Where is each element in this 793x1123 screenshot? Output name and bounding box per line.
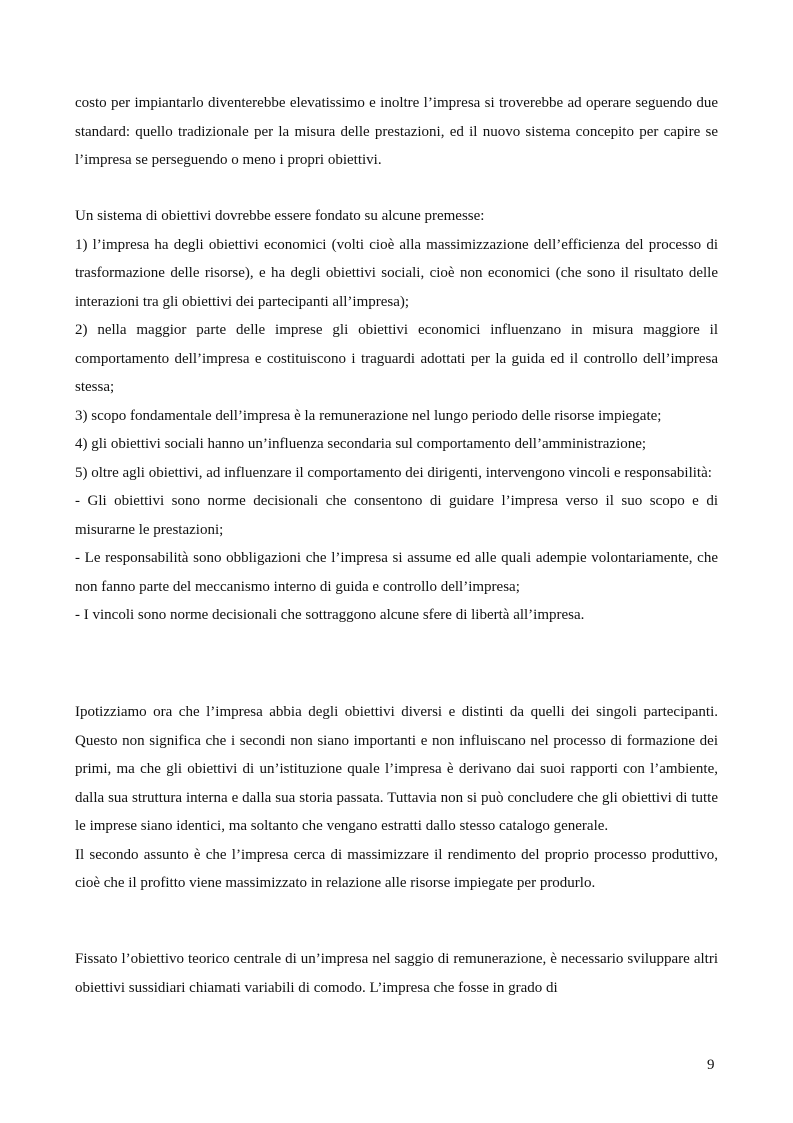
paragraph-1 [75, 89, 718, 175]
paragraph-2 [75, 202, 718, 630]
bullet-objectives: - Gli obiettivi sono norme decisionali che consentono di guidare l’impresa verso il suo scopo e di misurarne le prestazioni; [75, 493, 718, 538]
premise-2: 2) nella maggior parte delle imprese gli obiettivi economici influenzano in misura maggiore il comportamento dell’impresa e costituiscono i traguardi adottati per la guida ed il controllo dell’impresa stessa; [75, 322, 718, 395]
page-number: 9 [707, 1057, 715, 1073]
paragraph-3 [75, 698, 718, 898]
premise-1: 1) l’impresa ha degli obiettivi economici (volti cioè alla massimizzazione dell’efficienza del processo di trasformazione delle risorse), e ha degli obiettivi sociali, cioè non economici (che sono il risultato delle interazioni tra gli obiettivi dei partecipanti all’impresa); [75, 236, 718, 310]
premise-5: 5) oltre agli obiettivi, ad influenzare il comportamento dei dirigenti, intervengono vincoli e responsabilità: [75, 464, 712, 481]
premise-3: 3) scopo fondamentale dell’impresa è la remunerazione nel lungo periodo delle risorse impiegate; [75, 407, 662, 424]
paragraph-line: Fissato l’obiettivo teorico centrale di un’impresa nel saggio di remunerazione, è necessario sviluppare altri obiettivi sussidiari chiamati variabili di comodo. L’impresa che fosse in grado di [75, 951, 718, 996]
bullet-constraints: - I vincoli sono norme decisionali che sottraggono alcune sfere di libertà all’impresa. [75, 607, 585, 623]
paragraph-line: Un sistema di obiettivi dovrebbe essere fondato su alcune premesse: [75, 208, 485, 224]
bullet-responsibilities: - Le responsabilità sono obbligazioni che l’impresa si assume ed alle quali adempie volontariamente, che non fanno parte del meccanismo interno di guida e controllo dell’impresa; [75, 550, 718, 595]
paragraph-line: Ipotizziamo ora che l’impresa abbia degli obiettivi diversi e distinti da quelli dei singoli partecipanti. Questo non significa che i secondi non siano importanti e non influiscano nel processo di formazione dei primi, ma che gli obiettivi di un’istituzione quale l’impresa è derivano dai suoi rapporti con l’ambiente, dalla sua struttura interna e dalla sua storia passata. Tuttavia non si può concludere che gli obiettivi di tutte le imprese siano identici, ma soltanto che vengano estratti dallo stesso catalogo generale. [75, 704, 718, 834]
premise-4: 4) gli obiettivi sociali hanno un’influenza secondaria sul comportamento dell’amministrazione; [75, 436, 647, 452]
paragraph-line: Il secondo assunto è che l’impresa cerca di massimizzare il rendimento del proprio processo produttivo, cioè che il profitto viene massimizzato in relazione alle risorse impiegate per produrlo. [75, 846, 718, 891]
paragraph-4 [75, 945, 718, 1002]
paragraph-line: costo per impiantarlo diventerebbe elevatissimo e inoltre l’impresa si troverebbe ad operare seguendo due standard: quello tradizionale per la misura delle prestazioni, ed il nuovo sistema concepito per capire se l’impresa se perseguendo o meno i propri obiettivi. [75, 95, 718, 168]
